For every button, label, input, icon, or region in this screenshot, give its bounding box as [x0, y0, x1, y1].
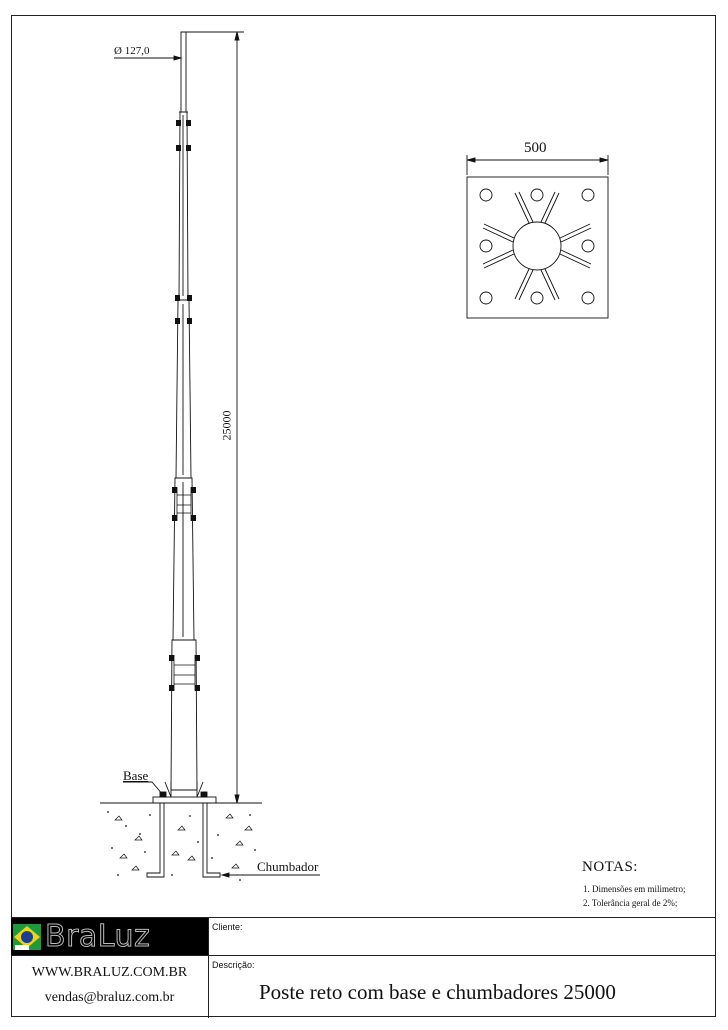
diameter-label: Ø 127,0 [114, 45, 150, 57]
client-label: Cliente: [212, 922, 243, 932]
anchor-bolts [147, 803, 220, 877]
title-block [11, 917, 716, 1018]
note-item: 2. Tolerância geral de 2%; [583, 898, 678, 908]
anchor-label: Chumbador [257, 859, 319, 874]
height-label: 25000 [219, 410, 234, 441]
brand-name: BraLuz [45, 919, 151, 954]
pole [171, 32, 197, 790]
base-plate [153, 782, 216, 803]
plate-top-view [467, 155, 608, 318]
base-label: Base [123, 768, 149, 783]
email-link[interactable]: vendas@braluz.com.br [44, 990, 175, 1005]
client-field [209, 918, 716, 956]
concrete-hatch [115, 814, 252, 870]
notes-title: NOTAS: [582, 859, 638, 875]
website-link[interactable]: WWW.BRALUZ.COM.BR [31, 965, 188, 980]
description-text: Poste reto com base e chumbadores 25000 [259, 980, 616, 1004]
contact-block [11, 956, 209, 1018]
brand-logo [11, 918, 209, 956]
plate-width-label: 500 [524, 140, 547, 156]
concrete-dots [107, 811, 256, 881]
description-label: Descrição: [212, 960, 255, 970]
description-field [209, 956, 716, 1018]
note-item: 1. Dimensões em milimetro; [583, 884, 686, 894]
